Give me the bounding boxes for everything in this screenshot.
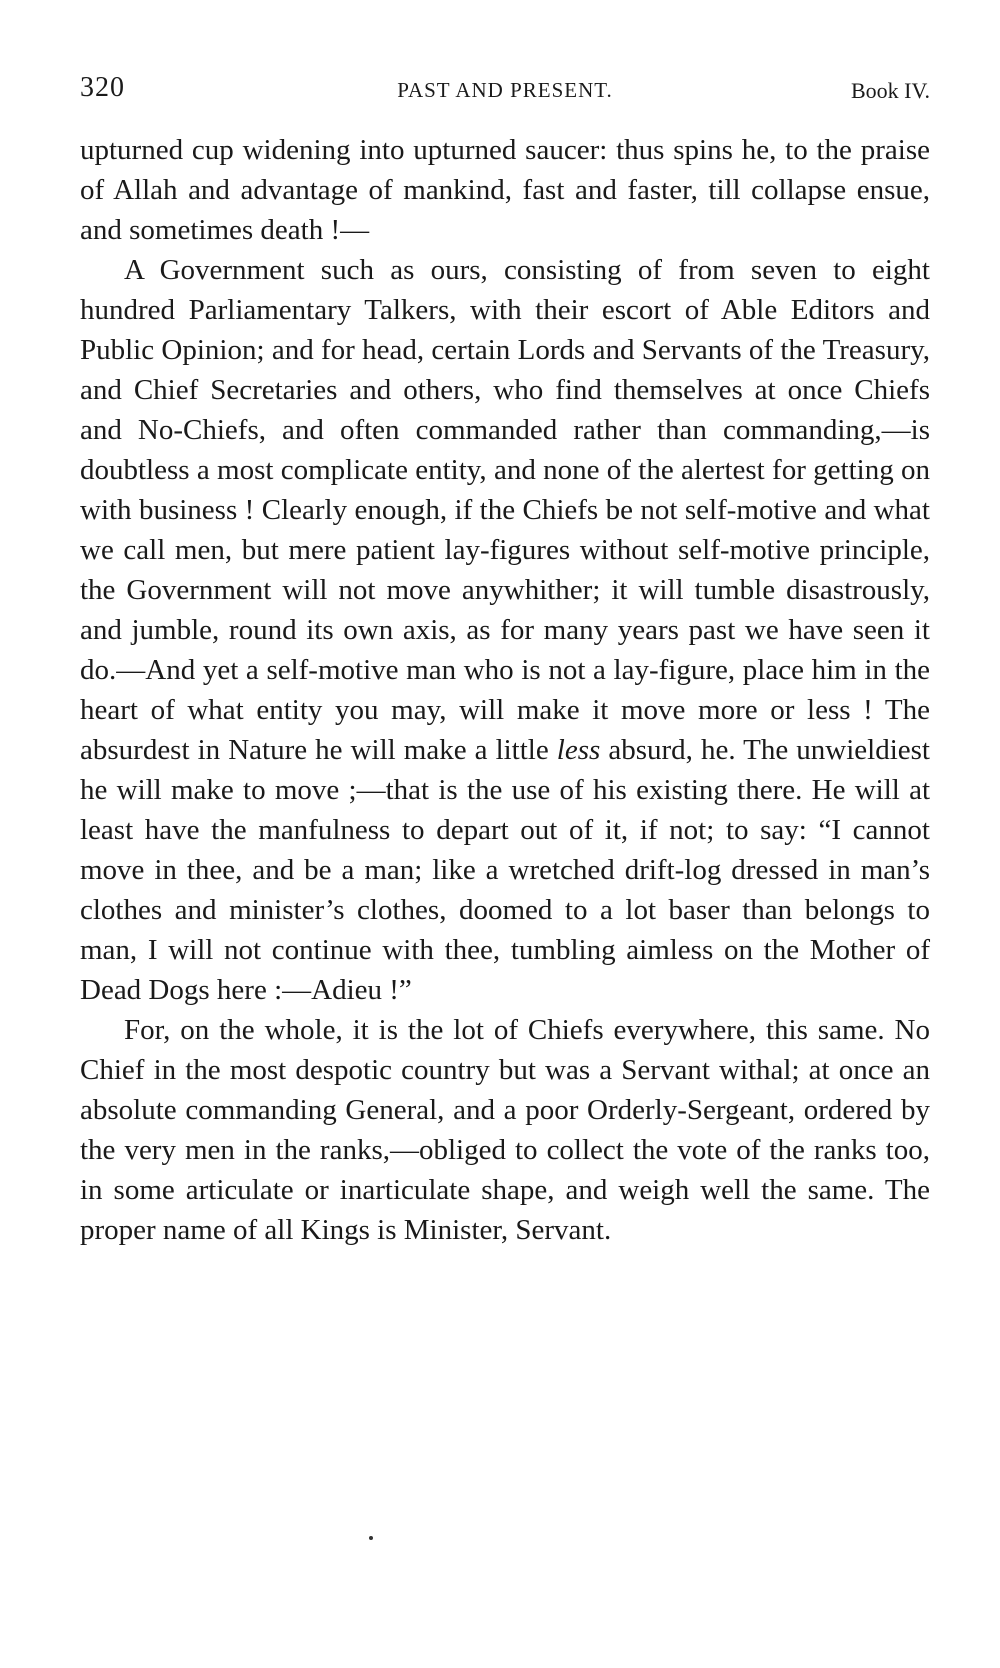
italic-word: less	[556, 734, 601, 766]
paragraph-continued: upturned cup widening into upturned saucer: thus spins he, to the praise of Allah and advantage of mankind, fast and faster, till collapse ensue, and sometimes death !—	[80, 134, 930, 246]
paragraph-chiefs: For, on the whole, it is the lot of Chiefs everywhere, this same. No Chief in the most despotic country but was a Servant withal; at once an absolute commanding General, and a poor Orderly-Sergeant, ordered by the very men in the ranks,—obliged to collect the vote of the ranks too, in some articulate or inarticulate shape, and weigh well the same. The proper name of all Kings is Minister, Servant.	[80, 1014, 930, 1246]
running-head	[80, 68, 930, 108]
paragraph-text: absurd, he. The unwieldiest he will make to move ;—that is the use of his existing there. He will at least have the manfulness to depart out of it, if not; to say: “I cannot move in thee, and be a man; like a wretched drift-log dressed in man’s clothes and minister’s clothes, doomed to a lot baser than belongs to man, I will not continue with thee, tumbling aimless on the Mother of Dead Dogs here :—Adieu !”	[80, 734, 930, 1006]
running-title: PAST AND PRESENT.	[397, 78, 613, 102]
body-text	[80, 130, 930, 1250]
paragraph-government	[80, 250, 930, 1010]
paragraph-text: A Government such as ours, consisting of from seven to eight hundred Parliamentary Talkers, with their escort of Able Editors and Public Opinion; and for head, certain Lords and Servants of the Treasury, and Chief Secretaries and others, who find themselves at once Chiefs and No-Chiefs, and often commanded rather than commanding,—is doubtless a most complicate entity, and none of the alertest for getting on with business ! Clearly enough, if the Chiefs be not self-motive and what we call men, but mere patient lay-figures without self-motive principle, the Government will not move anywhither; it will tumble disastrously, and jumble, round its own axis, as for many years past we have seen it do.—And yet a self-motive man who is not a lay-figure, place him in the heart of what entity you may, will make it move more or less ! The absurdest in Nature he will make a little	[80, 254, 930, 766]
book-label: Book IV.	[850, 78, 930, 103]
printer-mark	[369, 1536, 373, 1540]
page-number: 320	[80, 72, 125, 103]
